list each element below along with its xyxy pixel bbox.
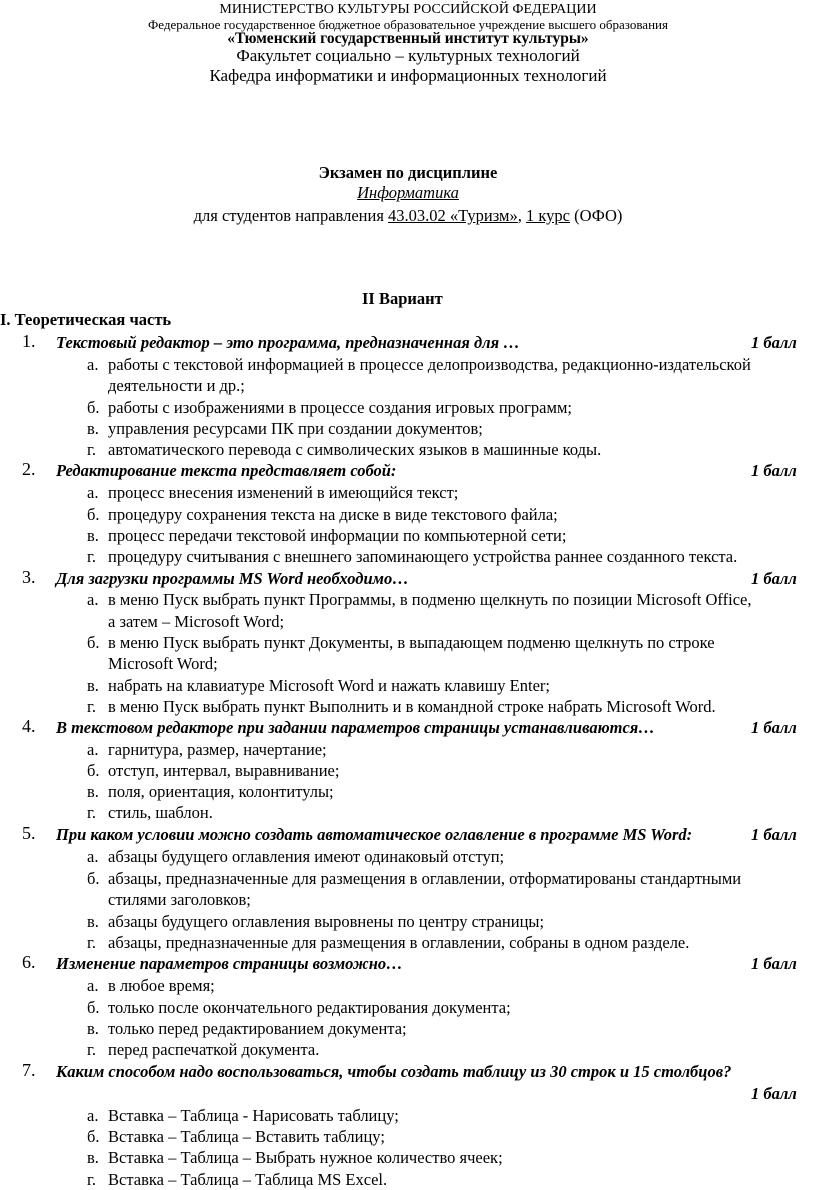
students-prefix: для студентов направления xyxy=(193,206,389,225)
direction-code: 43.03.02 «Туризм» xyxy=(388,206,518,225)
option-text: процедуру сохранения текста на диске в виде текстового файла; xyxy=(108,505,558,524)
option-letter: б. xyxy=(87,761,100,780)
option-letter: г. xyxy=(87,547,97,566)
question-number: 6. xyxy=(22,952,36,972)
option-letter: а. xyxy=(87,590,99,609)
option-letter: в. xyxy=(87,912,99,931)
option-letter: в. xyxy=(87,1019,99,1038)
option-text: абзацы будущего оглавления выровнены по центру страницы; xyxy=(108,912,545,931)
question-points: 1 балл xyxy=(751,825,797,844)
option-text: в меню Пуск выбрать пункт Программы, в подменю щелкнуть по позиции Microsoft Office, xyxy=(108,590,752,609)
question-text: В текстовом редакторе при задании параметров страницы устанавливаются… xyxy=(56,718,655,737)
option-letter: г. xyxy=(87,440,97,459)
option-letter: г. xyxy=(87,697,97,716)
ministry-line: МИНИСТЕРСТВО КУЛЬТУРЫ РОССИЙСКОЙ ФЕДЕРАЦИИ xyxy=(219,2,597,17)
study-form: (ОФО) xyxy=(569,206,623,225)
question-number: 1. xyxy=(22,331,36,351)
question-text: Редактирование текста представляет собой: xyxy=(56,461,397,480)
option-text: Вставка – Таблица - Нарисовать таблицу; xyxy=(108,1106,399,1125)
option-text: работы с текстовой информацией в процессе делопроизводства, редакционно-издательской xyxy=(108,355,751,374)
question-points: 1 балл xyxy=(751,461,797,480)
option-letter: а. xyxy=(87,740,99,759)
option-letter: б. xyxy=(87,1127,100,1146)
option-letter: б. xyxy=(87,869,100,888)
variant-title: II Вариант xyxy=(362,289,443,308)
question-points: 1 балл xyxy=(751,569,797,588)
question-text: Каким способом надо воспользоваться, чтобы создать таблицу из 30 строк и 15 столбцов? xyxy=(56,1062,732,1081)
faculty-line: Факультет социально – культурных технологий xyxy=(236,46,580,65)
question-text: Текстовый редактор – это программа, предназначенная для … xyxy=(56,333,520,352)
option-text: набрать на клавиатуре Microsoft Word и нажать клавишу Enter; xyxy=(108,676,550,695)
option-text: управления ресурсами ПК при создании документов; xyxy=(108,419,483,438)
option-letter: в. xyxy=(87,526,99,545)
option-letter: г. xyxy=(87,1170,97,1189)
institute-name: «Тюменский государственный институт культуры» xyxy=(227,30,589,47)
question-number: 3. xyxy=(22,567,36,587)
question-number: 7. xyxy=(22,1060,36,1080)
option-letter: а. xyxy=(87,1106,99,1125)
option-text: поля, ориентация, колонтитулы; xyxy=(108,782,334,801)
option-text: а затем – Microsoft Word; xyxy=(108,612,285,631)
option-text: Вставка – Таблица – Вставить таблицу; xyxy=(108,1127,385,1146)
option-letter: б. xyxy=(87,998,100,1017)
option-letter: б. xyxy=(87,633,100,652)
option-letter: в. xyxy=(87,782,99,801)
option-text: отступ, интервал, выравнивание; xyxy=(108,761,340,780)
option-text: деятельности и др.; xyxy=(108,376,245,395)
department-line: Кафедра информатики и информационных технологий xyxy=(209,66,607,85)
option-text: процедуру считывания с внешнего запоминающего устройства раннее созданного текста. xyxy=(108,547,738,566)
option-text: стиль, шаблон. xyxy=(108,803,213,822)
option-text: работы с изображениями в процессе создания игровых программ; xyxy=(108,398,572,417)
option-text: стилями заголовков; xyxy=(108,890,251,909)
option-text: Вставка – Таблица – Таблица MS Excel. xyxy=(108,1170,388,1189)
option-text: только после окончательного редактирования документа; xyxy=(108,998,511,1017)
comma-sep: , xyxy=(517,206,526,225)
discipline-name: Информатика xyxy=(357,183,459,202)
option-letter: а. xyxy=(87,483,99,502)
option-letter: в. xyxy=(87,676,99,695)
option-letter: б. xyxy=(87,398,100,417)
option-text: процесс передачи текстовой информации по компьютерной сети; xyxy=(108,526,567,545)
question-text: Для загрузки программы MS Word необходимо… xyxy=(56,569,409,588)
option-letter: б. xyxy=(87,505,100,524)
option-letter: в. xyxy=(87,419,99,438)
question-text: Изменение параметров страницы возможно… xyxy=(56,954,403,973)
question-number: 2. xyxy=(22,459,36,479)
option-letter: г. xyxy=(87,803,97,822)
question-number: 5. xyxy=(22,823,36,843)
question-text: При каком условии можно создать автоматическое оглавление в программе MS Word: xyxy=(56,825,693,844)
question-points: 1 балл xyxy=(751,1084,797,1103)
exam-title: Экзамен по дисциплине xyxy=(318,163,498,182)
option-letter: а. xyxy=(87,355,99,374)
option-text: в любое время; xyxy=(108,976,215,995)
option-text: Вставка – Таблица – Выбрать нужное количество ячеек; xyxy=(108,1148,503,1167)
option-text: только перед редактированием документа; xyxy=(108,1019,407,1038)
option-letter: г. xyxy=(87,933,97,952)
option-text: автоматического перевода с символических языков в машинные коды. xyxy=(108,440,602,459)
option-letter: а. xyxy=(87,847,99,866)
question-points: 1 балл xyxy=(751,333,797,352)
question-number: 4. xyxy=(22,716,36,736)
section-title: I. Теоретическая часть xyxy=(0,310,172,329)
question-points: 1 балл xyxy=(751,718,797,737)
option-text: процесс внесения изменений в имеющийся текст; xyxy=(108,483,459,502)
option-text: абзацы будущего оглавления имеют одинаковый отступ; xyxy=(108,847,505,866)
option-text: в меню Пуск выбрать пункт Документы, в выпадающем подменю щелкнуть по строке xyxy=(108,633,715,652)
option-text: абзацы, предназначенные для размещения в оглавлении, отформатированы стандартными xyxy=(108,869,742,888)
option-text: перед распечаткой документа. xyxy=(108,1040,320,1059)
option-text: Microsoft Word; xyxy=(108,654,218,673)
students-direction-line xyxy=(0,206,816,226)
option-letter: в. xyxy=(87,1148,99,1167)
option-letter: а. xyxy=(87,976,99,995)
course-label: 1 курс xyxy=(526,206,570,225)
option-text: в меню Пуск выбрать пункт Выполнить и в командной строке набрать Microsoft Word. xyxy=(108,697,716,716)
question-points: 1 балл xyxy=(751,954,797,973)
option-text: гарнитура, размер, начертание; xyxy=(108,740,327,759)
option-text: абзацы, предназначенные для размещения в оглавлении, собраны в одном разделе. xyxy=(108,933,690,952)
option-letter: г. xyxy=(87,1040,97,1059)
institution-type-line: Федеральное государственное бюджетное образовательное учреждение высшего образования xyxy=(148,17,668,32)
